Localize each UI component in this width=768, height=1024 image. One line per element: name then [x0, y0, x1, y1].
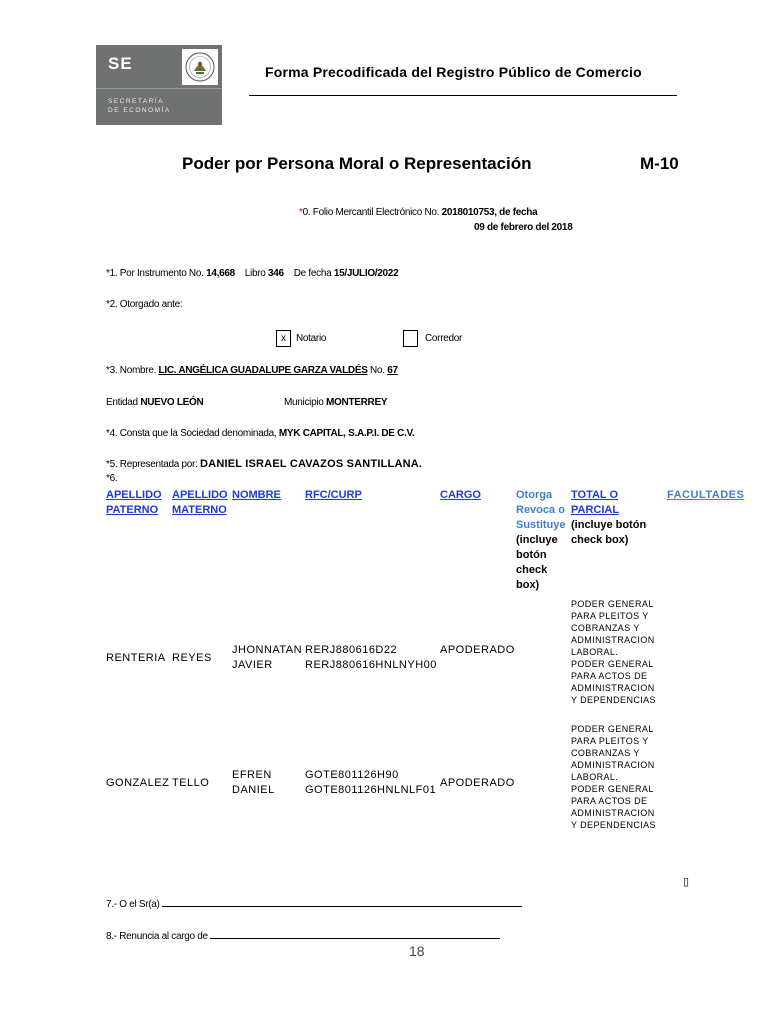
item7-blank-line[interactable]: [162, 897, 522, 907]
notario-label: Notario: [296, 333, 327, 344]
corredor-label: Corredor: [425, 333, 463, 344]
item5-line: [106, 458, 422, 470]
form-code: M-10: [640, 154, 679, 173]
required-asterisk: *: [299, 207, 303, 218]
folio-date: 09 de febrero del 2018: [474, 222, 573, 233]
logo-divider: [96, 88, 222, 89]
item3-line: [106, 365, 398, 376]
header-otorga: Otorga Revoca o Sustituye (incluye botón check box): [516, 489, 566, 591]
fecha-label: De fecha: [293, 268, 332, 279]
header-title: Forma Precodificada del Registro Público de Comercio: [265, 64, 642, 80]
page-number: 18: [409, 943, 425, 959]
entidad-line: [106, 397, 203, 408]
item8-label: 8.- Renuncia al cargo de: [106, 931, 208, 942]
folio-value: 2018010753, de fecha: [441, 207, 538, 218]
header-apellido-paterno[interactable]: APELLIDO PATERNO: [106, 489, 162, 516]
sociedad-name: MYK CAPITAL, S.A.P.I. DE C.V.: [278, 428, 415, 439]
header-cargo[interactable]: CARGO: [440, 489, 481, 501]
header-facultades[interactable]: FACULTADES: [667, 489, 745, 501]
row2-cargo: APODERADO: [440, 777, 515, 789]
municipio-value: MONTERREY: [326, 397, 388, 408]
item2-label: *2. Otorgado ante:: [106, 299, 183, 310]
fecha-value: 15/JULIO/2022: [333, 268, 399, 279]
corredor-checkbox[interactable]: [403, 330, 418, 347]
row1-materno: REYES: [172, 652, 212, 664]
entidad-label: Entidad: [106, 397, 138, 408]
libro-label: Libro: [244, 268, 266, 279]
item7-label: 7.- O el Sr(a): [106, 899, 160, 910]
secretaria-economia-logo: [96, 45, 222, 125]
item1-line: [106, 268, 398, 279]
item4-label: *4. Consta que la Sociedad denominada,: [106, 428, 277, 439]
row2-rfc: GOTE801126H90 GOTE801126HNLNLF01: [305, 769, 437, 796]
folio-line: [299, 207, 537, 218]
header-nombre[interactable]: NOMBRE: [232, 489, 281, 501]
notario-no: 67: [387, 365, 398, 376]
representante-name: DANIEL ISRAEL CAVAZOS SANTILLANA.: [200, 458, 423, 470]
item8-blank-line[interactable]: [210, 929, 500, 939]
municipio-line: [284, 397, 387, 408]
logo-name: SECRETARÍA DE ECONOMÍA: [108, 98, 171, 114]
libro-value: 346: [268, 268, 284, 279]
document-title: Poder por Persona Moral o Representación: [182, 154, 532, 173]
row2-materno: TELLO: [172, 777, 210, 789]
row1-nombre: JHONNATAN JAVIER: [232, 644, 303, 671]
item6-label: *6.: [106, 473, 118, 484]
header-apellido-materno[interactable]: APELLIDO MATERNO: [172, 489, 228, 516]
header-total-parcial: TOTAL O PARCIAL (incluye botón check box): [571, 489, 647, 546]
row2-nombre: EFREN DANIEL: [232, 769, 275, 796]
municipio-label: Municipio: [284, 397, 324, 408]
logo-short-name: SE: [108, 54, 133, 73]
notario-checkbox[interactable]: x: [276, 330, 291, 347]
row1-cargo: APODERADO: [440, 644, 515, 656]
row1-rfc: RERJ880616D22 RERJ880616HNLNYH00: [305, 644, 437, 671]
header-rule: [249, 95, 677, 96]
instrumento-number: 14,668: [206, 268, 235, 279]
row1-paterno: RENTERIA: [106, 652, 166, 664]
item1-label: *1. Por Instrumento No.: [106, 268, 204, 279]
entidad-value: NUEVO LEÓN: [140, 397, 204, 408]
notario-name: LIC. ANGÉLICA GUADALUPE GARZA VALDÉS: [158, 365, 368, 376]
row2-facultades: PODER GENERAL PARA PLEITOS Y COBRANZAS Y ADMINISTRACION LABORAL. PODER GENERAL PARA ACTOS DE ADMINISTRACION Y DEPENDENCIAS: [571, 724, 656, 830]
coat-of-arms-icon: [182, 49, 218, 85]
item5-label: *5. Representada por:: [106, 459, 198, 470]
item8-line: [106, 929, 500, 942]
item4-line: [106, 428, 414, 439]
header-rfc-curp[interactable]: RFC/CURP: [305, 489, 362, 501]
row2-paterno: GONZALEZ: [106, 777, 170, 789]
item7-line: [106, 897, 522, 910]
folio-label: 0. Folio Mercantil Electrónico No.: [302, 207, 440, 218]
row1-facultades: PODER GENERAL PARA PLEITOS Y COBRANZAS Y ADMINISTRACION LABORAL. PODER GENERAL PARA ACTOS DE ADMINISTRACION Y DEPENDENCIAS: [571, 599, 656, 705]
notario-no-label: No.: [370, 365, 385, 376]
item3-label: *3. Nombre.: [106, 365, 157, 376]
stray-glyph: ▯: [683, 876, 690, 888]
